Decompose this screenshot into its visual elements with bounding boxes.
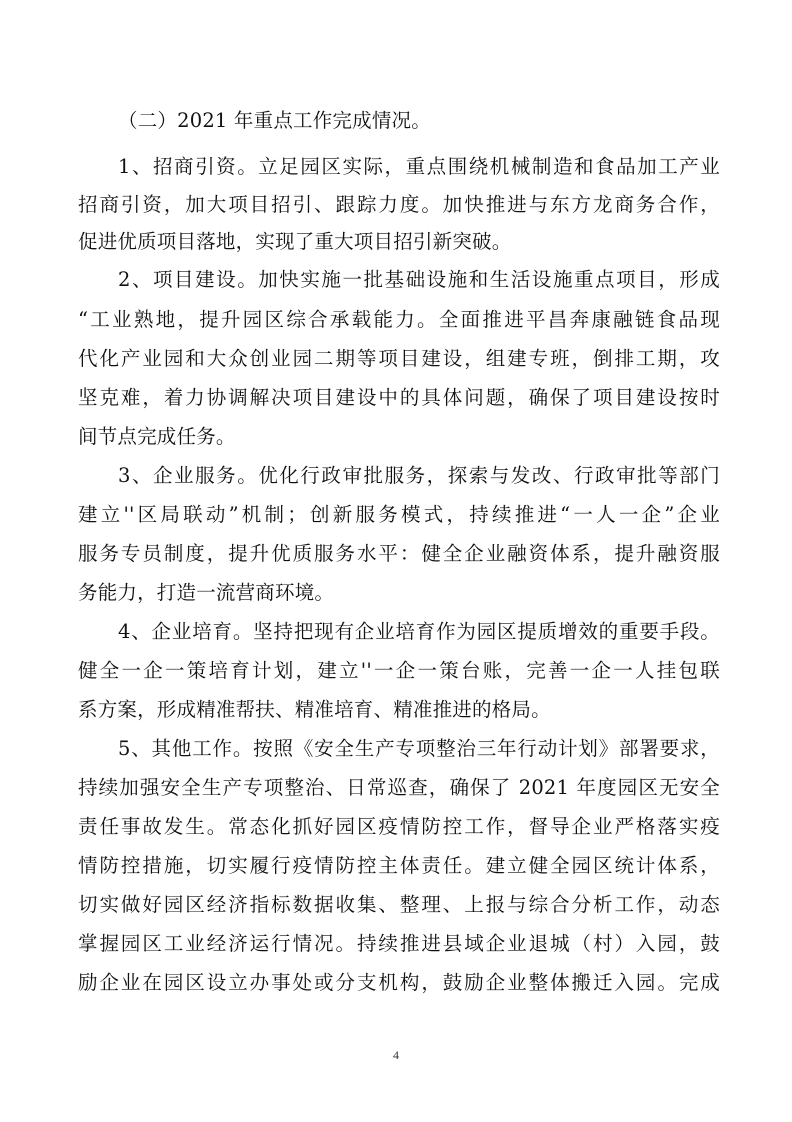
paragraph-line: 间节点完成任务。: [78, 425, 236, 448]
paragraph-line: 掌握园区工业经济运行情况。持续推进县域企业退城（村）入园，鼓: [78, 932, 720, 955]
page-number: 4: [393, 1048, 399, 1062]
paragraph-line: 建立''区局联动”机制；创新服务模式，持续推进“一人一企”企业: [78, 503, 720, 526]
paragraph-line: 招商引资，加大项目招引、跟踪力度。加快推进与东方龙商务合作，: [78, 193, 720, 216]
paragraph-line: 责任事故发生。常态化抓好园区疫情防控工作，督导企业严格落实疫: [78, 815, 720, 838]
paragraph-line: 切实做好园区经济指标数据收集、整理、上报与综合分析工作，动态: [78, 893, 720, 916]
paragraph-line: 坚克难，着力协调解决项目建设中的具体问题，确保了项目建设按时: [78, 386, 720, 409]
section-heading: （二）2021 年重点工作完成情况。: [118, 109, 431, 132]
paragraph-line: 促进优质项目落地，实现了重大项目招引新突破。: [78, 230, 512, 253]
paragraph-line: 健全一企一策培育计划，建立''一企一策台账，完善一企一人挂包联: [78, 659, 720, 682]
paragraph-line: 励企业在园区设立办事处或分支机构，鼓励企业整体搬迁入园。完成: [78, 971, 720, 994]
paragraph-line: 系方案，形成精准帮扶、精准培育、精准推进的格局。: [78, 698, 551, 721]
paragraph-line: 4、企业培育。坚持把现有企业培育作为园区提质增效的重要手段。: [118, 620, 720, 643]
paragraph-line: 代化产业园和大众创业园二期等项目建设，组建专班，倒排工期，攻: [78, 347, 720, 370]
paragraph-line: 持续加强安全生产专项整治、日常巡查，确保了 2021 年度园区无安全: [78, 776, 720, 799]
paragraph-line: 务能力，打造一流营商环境。: [78, 581, 335, 604]
paragraph-line: 5、其他工作。按照《安全生产专项整治三年行动计划》部署要求，: [118, 737, 720, 760]
paragraph-line: 情防控措施，切实履行疫情防控主体责任。建立健全园区统计体系，: [78, 854, 720, 877]
paragraph-line: 1、招商引资。立足园区实际，重点围绕机械制造和食品加工产业: [118, 155, 720, 178]
paragraph-line: “工业熟地，提升园区综合承载能力。全面推进平昌奔康融链食品现: [78, 308, 720, 331]
paragraph-line: 2、项目建设。加快实施一批基础设施和生活设施重点项目，形成: [118, 268, 720, 291]
paragraph-line: 3、企业服务。优化行政审批服务，探索与发改、行政审批等部门: [118, 464, 720, 487]
paragraph-line: 服务专员制度，提升优质服务水平：健全企业融资体系，提升融资服: [78, 542, 720, 565]
